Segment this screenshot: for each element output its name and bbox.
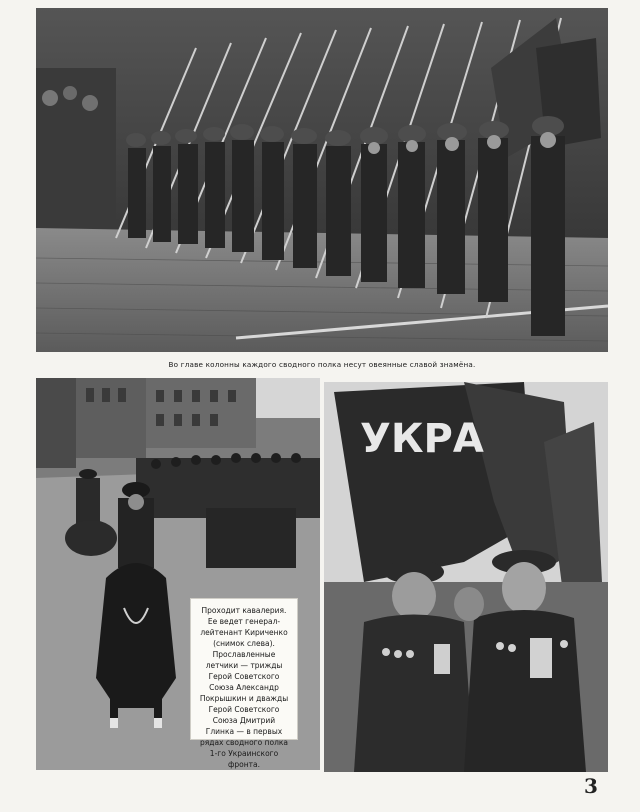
- top-photo-caption: Во главе колонны каждого сводного полка несут овеянные славой знамёна.: [168, 360, 476, 369]
- cavalry-caption-text: Проходит кавалерия. Ее ведет генерал-лейтенант Кириченко (снимок слева). Прославленные летчики — трижды Герой Советского Союза Александр Покрышкин и дважды Герой Советского Союза Дмитрий Глинка — в первых рядах сводного полка 1-го Украинского фронта.: [199, 606, 289, 769]
- pilots-banner-photo: [324, 382, 608, 772]
- page-number: 3: [584, 774, 598, 798]
- parade-column-photo: [36, 8, 608, 352]
- cavalry-caption-box: [190, 598, 298, 769]
- banner-text: УКРА: [360, 416, 484, 462]
- pilots-banner-image: [324, 382, 608, 772]
- parade-column-image: [36, 8, 608, 352]
